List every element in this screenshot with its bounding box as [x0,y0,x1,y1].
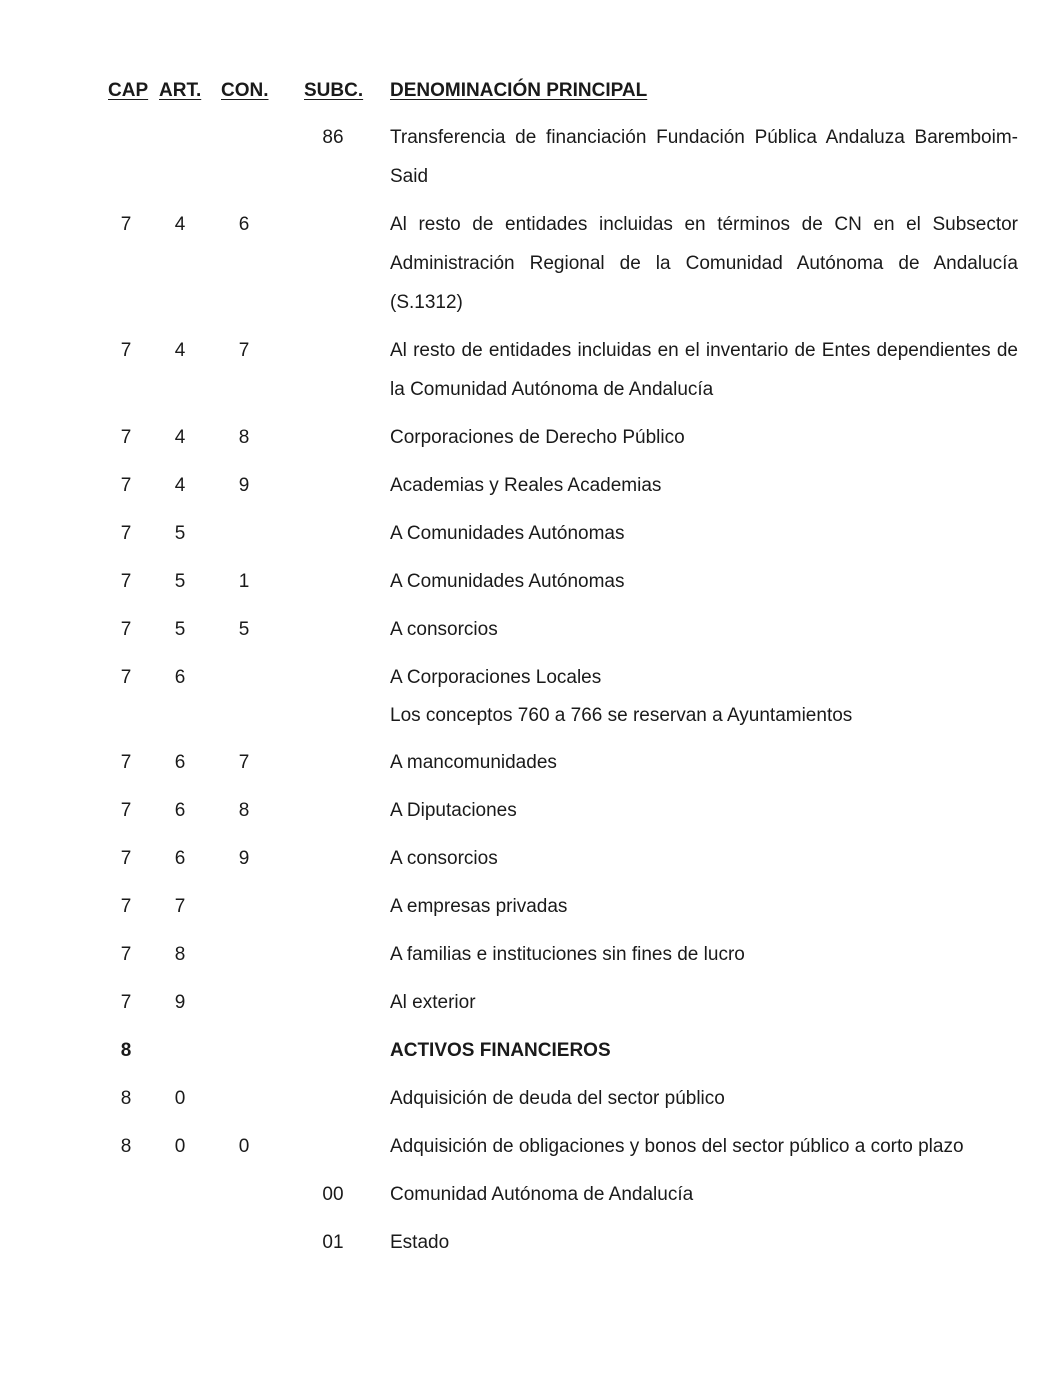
row-denominacion-text: A mancomunidades [390,752,557,773]
row-cap: 7 [120,340,132,361]
row-denominacion-text: Estado [390,1232,450,1253]
row-denominacion [390,1175,1018,1214]
row-denominacion [390,935,1018,974]
row-cap: 7 [120,571,132,592]
table-row [0,562,1058,610]
row-denominacion [390,1223,1018,1262]
row-cap: 7 [120,619,132,640]
row-cap: 7 [120,214,132,235]
table-row [0,466,1058,514]
row-con: 0 [238,1136,250,1157]
row-denominacion [390,887,1018,926]
table-row [0,1175,1058,1223]
table-row [0,610,1058,658]
row-art: 8 [174,944,186,965]
row-cap: 7 [120,848,132,869]
row-con: 8 [238,800,250,821]
row-cap: 7 [120,475,132,496]
row-denominacion-text: A consorcios [390,619,498,640]
row-cap: 8 [120,1136,132,1157]
row-note: Los conceptos 760 a 766 se reservan a Ayuntamientos [390,705,853,726]
row-con: 9 [238,475,250,496]
row-cap: 8 [120,1040,132,1061]
row-denominacion-text: Al exterior [390,992,476,1013]
row-cap: 7 [120,752,132,773]
row-subc: 01 [322,1232,344,1253]
row-denominacion-text: Corporaciones de Derecho Público [390,427,685,448]
row-denominacion-text: A Comunidades Autónomas [390,523,625,544]
row-art: 4 [174,340,186,361]
row-subc: 00 [322,1184,344,1205]
row-denominacion [390,418,1018,457]
row-denominacion [390,610,1018,649]
row-denominacion-text: Al resto de entidades incluidas en el inventario de Entes dependientes de la Comunidad Autónoma de Andalucía [390,340,1018,400]
row-con: 1 [238,571,250,592]
row-denominacion [390,118,1018,196]
row-denominacion-text: Adquisición de deuda del sector público [390,1088,725,1109]
row-art: 6 [174,752,186,773]
row-art: 6 [174,667,186,688]
row-denominacion [390,331,1018,409]
table-row [0,205,1058,331]
row-denominacion-text: A empresas privadas [390,896,568,917]
row-art: 7 [174,896,186,917]
row-cap: 7 [120,523,132,544]
row-denominacion [390,1031,1018,1070]
table-row [0,887,1058,935]
row-denominacion [390,658,1018,734]
table-header [0,78,1058,104]
table-row [0,418,1058,466]
row-cap: 7 [120,992,132,1013]
table-row [0,935,1058,983]
row-denominacion [390,1127,1018,1166]
row-con: 9 [238,848,250,869]
row-art: 4 [174,427,186,448]
row-denominacion [390,205,1018,322]
row-denominacion-text: Al resto de entidades incluidas en términos de CN en el Subsector Administración Regional de la Comunidad Autónoma de Andalucía (S.1312) [390,214,1018,313]
row-con: 7 [238,340,250,361]
table-row [0,658,1058,743]
row-art: 0 [174,1136,186,1157]
row-denominacion-text: A Comunidades Autónomas [390,571,625,592]
row-con: 6 [238,214,250,235]
row-art: 9 [174,992,186,1013]
row-denominacion-text: ACTIVOS FINANCIEROS [390,1040,611,1061]
row-art: 6 [174,848,186,869]
row-denominacion-text: A familias e instituciones sin fines de lucro [390,944,745,965]
row-denominacion [390,791,1018,830]
row-con: 7 [238,752,250,773]
table-row [0,331,1058,418]
table-row [0,983,1058,1031]
row-denominacion [390,983,1018,1022]
row-art: 5 [174,619,186,640]
row-cap: 8 [120,1088,132,1109]
row-art: 5 [174,523,186,544]
row-denominacion-text: A Corporaciones Locales [390,667,602,688]
table-row [0,118,1058,205]
header-con: CON. [221,80,269,101]
table-row [0,1031,1058,1079]
row-art: 6 [174,800,186,821]
row-con: 5 [238,619,250,640]
row-art: 4 [174,475,186,496]
row-denominacion [390,466,1018,505]
row-cap: 7 [120,427,132,448]
row-denominacion [390,1079,1018,1118]
table-row [0,791,1058,839]
row-denominacion [390,743,1018,782]
row-denominacion-text: Transferencia de financiación Fundación Pública Andaluza Baremboim-Said [390,127,1018,187]
table-row [0,1223,1058,1271]
row-denominacion [390,839,1018,878]
row-art: 0 [174,1088,186,1109]
row-cap: 7 [120,667,132,688]
row-cap: 7 [120,896,132,917]
row-denominacion-text: A Diputaciones [390,800,517,821]
row-denominacion-text: Academias y Reales Academias [390,475,662,496]
row-art: 5 [174,571,186,592]
row-denominacion-text: A consorcios [390,848,498,869]
header-cap: CAP [108,80,149,101]
header-subc: SUBC. [304,80,364,101]
row-denominacion [390,562,1018,601]
table-row [0,839,1058,887]
row-cap: 7 [120,944,132,965]
row-cap: 7 [120,800,132,821]
row-denominacion-text: Adquisición de obligaciones y bonos del sector público a corto plazo [390,1136,964,1157]
row-con: 8 [238,427,250,448]
row-denominacion-text: Comunidad Autónoma de Andalucía [390,1184,694,1205]
header-art: ART. [159,80,202,101]
row-art: 4 [174,214,186,235]
header-denominacion: DENOMINACIÓN PRINCIPAL [390,80,648,101]
table-row [0,514,1058,562]
row-subc: 86 [322,127,344,148]
table-row [0,1079,1058,1127]
table-row [0,1127,1058,1175]
row-denominacion [390,514,1018,553]
classification-table [0,118,1058,1271]
table-row [0,743,1058,791]
